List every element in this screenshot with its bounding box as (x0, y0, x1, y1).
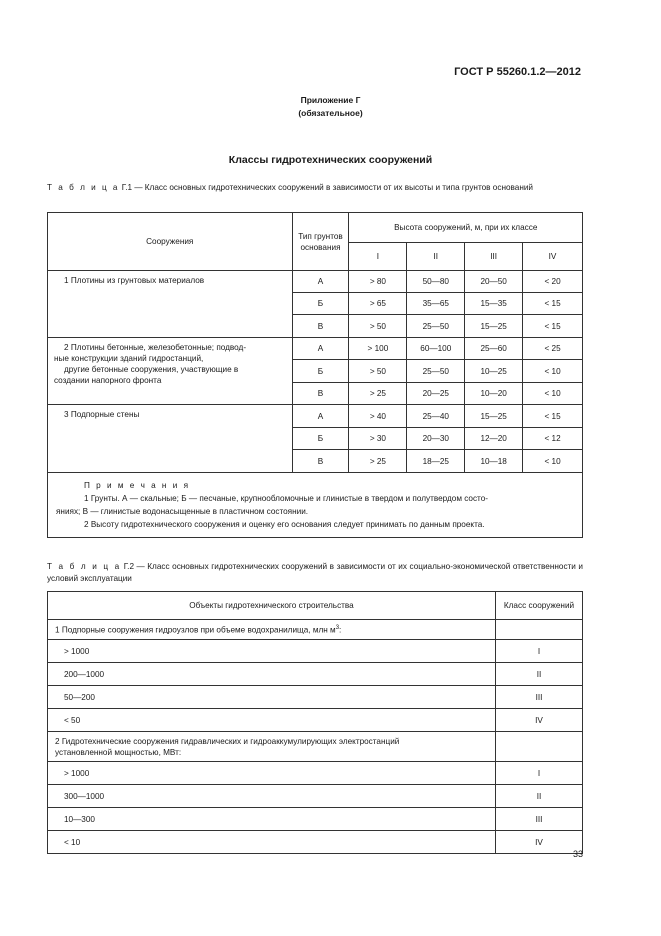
value-cell: 10—20 (465, 383, 523, 405)
section-title: Классы гидротехнических сооружений (228, 154, 433, 166)
table-row (48, 831, 583, 854)
table-row (48, 785, 583, 808)
table-row (48, 640, 583, 663)
value-cell: 25—60 (465, 338, 523, 360)
table1 (47, 212, 583, 538)
value-cell: < 10 (523, 383, 583, 405)
value-cell: > 25 (349, 450, 407, 473)
class-cell: II (496, 663, 583, 686)
table-row (48, 686, 583, 709)
class-cell: III (496, 686, 583, 709)
value-cell: 12—20 (465, 428, 523, 450)
value-cell: > 25 (349, 383, 407, 405)
table2-label: Т а б л и ц а (47, 562, 122, 571)
value-cell: 60—100 (407, 338, 465, 360)
value-cell: < 15 (523, 315, 583, 338)
value-cell: 10—25 (465, 360, 523, 383)
structure-name: 3 Подпорные стены (48, 405, 293, 473)
header-class: IV (523, 243, 583, 271)
value-cell: > 65 (349, 293, 407, 315)
soil-cell: Б (292, 428, 349, 450)
range-cell: > 1000 (48, 640, 496, 663)
table-row (48, 405, 583, 428)
value-cell: 25—50 (407, 360, 465, 383)
header-soil-type: Тип грунтов основания (292, 213, 349, 271)
soil-cell: А (292, 338, 349, 360)
value-cell: > 100 (349, 338, 407, 360)
table-row (48, 271, 583, 293)
note-1-continued: яниях; В — глинистые водонасыщенные в пластичном состоянии. (56, 507, 309, 516)
value-cell: < 25 (523, 338, 583, 360)
header-class: II (407, 243, 465, 271)
value-cell: < 15 (523, 293, 583, 315)
value-cell: 20—50 (465, 271, 523, 293)
table-row (48, 808, 583, 831)
soil-cell: В (292, 450, 349, 473)
appendix-status: (обязательное) (298, 108, 363, 118)
soil-cell: Б (292, 293, 349, 315)
appendix-title: Приложение Г (300, 95, 361, 105)
soil-cell: А (292, 271, 349, 293)
value-cell: > 30 (349, 428, 407, 450)
value-cell: 18—25 (407, 450, 465, 473)
table2-caption (47, 561, 583, 585)
class-cell: II (496, 785, 583, 808)
table-row (48, 338, 583, 360)
value-cell: 20—30 (407, 428, 465, 450)
structure-name: 2 Плотины бетонные, железобетонные; подвод- ные конструкции зданий гидростанций, другие бетонные сооружения, участвующие в создании напорного фронта (48, 338, 293, 405)
table1-notes (48, 473, 583, 538)
page-number: 33 (572, 849, 583, 859)
class-cell: I (496, 640, 583, 663)
value-cell: 20—25 (407, 383, 465, 405)
range-cell: 300—1000 (48, 785, 496, 808)
structure-name: 1 Плотины из грунтовых материалов (48, 271, 293, 338)
value-cell: 10—18 (465, 450, 523, 473)
value-cell: < 15 (523, 405, 583, 428)
table-row (48, 732, 583, 762)
class-cell: IV (496, 831, 583, 854)
value-cell: > 80 (349, 271, 407, 293)
header-class: I (349, 243, 407, 271)
value-cell: 15—25 (465, 315, 523, 338)
table-row (48, 620, 583, 640)
value-cell: 25—50 (407, 315, 465, 338)
range-cell: < 50 (48, 709, 496, 732)
header-class: Класс сооружений (496, 592, 583, 620)
value-cell: > 40 (349, 405, 407, 428)
soil-cell: В (292, 383, 349, 405)
table2-caption-text: Г.2 — Класс основных гидротехнических сооружений в зависимости от их социально-экономической ответственности и условий эксплуатации (47, 562, 583, 583)
value-cell: > 50 (349, 360, 407, 383)
header-height-group: Высота сооружений, м, при их классе (349, 213, 583, 243)
notes-title: П р и м е ч а н и я (84, 481, 191, 490)
class-cell: I (496, 762, 583, 785)
value-cell: < 10 (523, 450, 583, 473)
value-cell: 15—35 (465, 293, 523, 315)
range-cell: 10—300 (48, 808, 496, 831)
table-row (48, 709, 583, 732)
note-2: 2 Высоту гидротехнического сооружения и оценку его основания следует принимать по данным проекта. (84, 520, 485, 529)
header-structures: Сооружения (48, 213, 293, 271)
group-title: 1 Подпорные сооружения гидроузлов при объеме водохранилища, млн $м^3$: (48, 620, 496, 640)
table2 (47, 591, 583, 854)
value-cell: 50—80 (407, 271, 465, 293)
table-row (48, 663, 583, 686)
value-cell: < 20 (523, 271, 583, 293)
range-cell: < 10 (48, 831, 496, 854)
value-cell: 25—40 (407, 405, 465, 428)
table1-label: Т а б л и ц а (47, 183, 120, 192)
value-cell: > 50 (349, 315, 407, 338)
range-cell: 50—200 (48, 686, 496, 709)
table-row (48, 762, 583, 785)
table1-caption-text: Г.1 — Класс основных гидротехнических сооружений в зависимости от их высоты и типа грунтов оснований (121, 183, 533, 192)
table1-caption (47, 182, 583, 194)
value-cell: 35—65 (407, 293, 465, 315)
soil-cell: Б (292, 360, 349, 383)
header-objects: Объекты гидротехнического строительства (48, 592, 496, 620)
notes-row (48, 473, 583, 538)
range-cell: 200—1000 (48, 663, 496, 686)
standard-number: ГОСТ Р 55260.1.2—2012 (454, 66, 581, 78)
note-1: 1 Грунты. А — скальные; Б — песчаные, крупнообломочные и глинистые в твердом и полутвердом состо- (84, 494, 488, 503)
class-cell: IV (496, 709, 583, 732)
value-cell: 15—25 (465, 405, 523, 428)
value-cell: < 10 (523, 360, 583, 383)
soil-cell: А (292, 405, 349, 428)
soil-cell: В (292, 315, 349, 338)
class-cell: III (496, 808, 583, 831)
value-cell: < 12 (523, 428, 583, 450)
header-class: III (465, 243, 523, 271)
range-cell: > 1000 (48, 762, 496, 785)
group-title: 2 Гидротехнические сооружения гидравлических и гидроаккумулирующих электростанций установленной мощностью, МВт: (48, 732, 496, 762)
